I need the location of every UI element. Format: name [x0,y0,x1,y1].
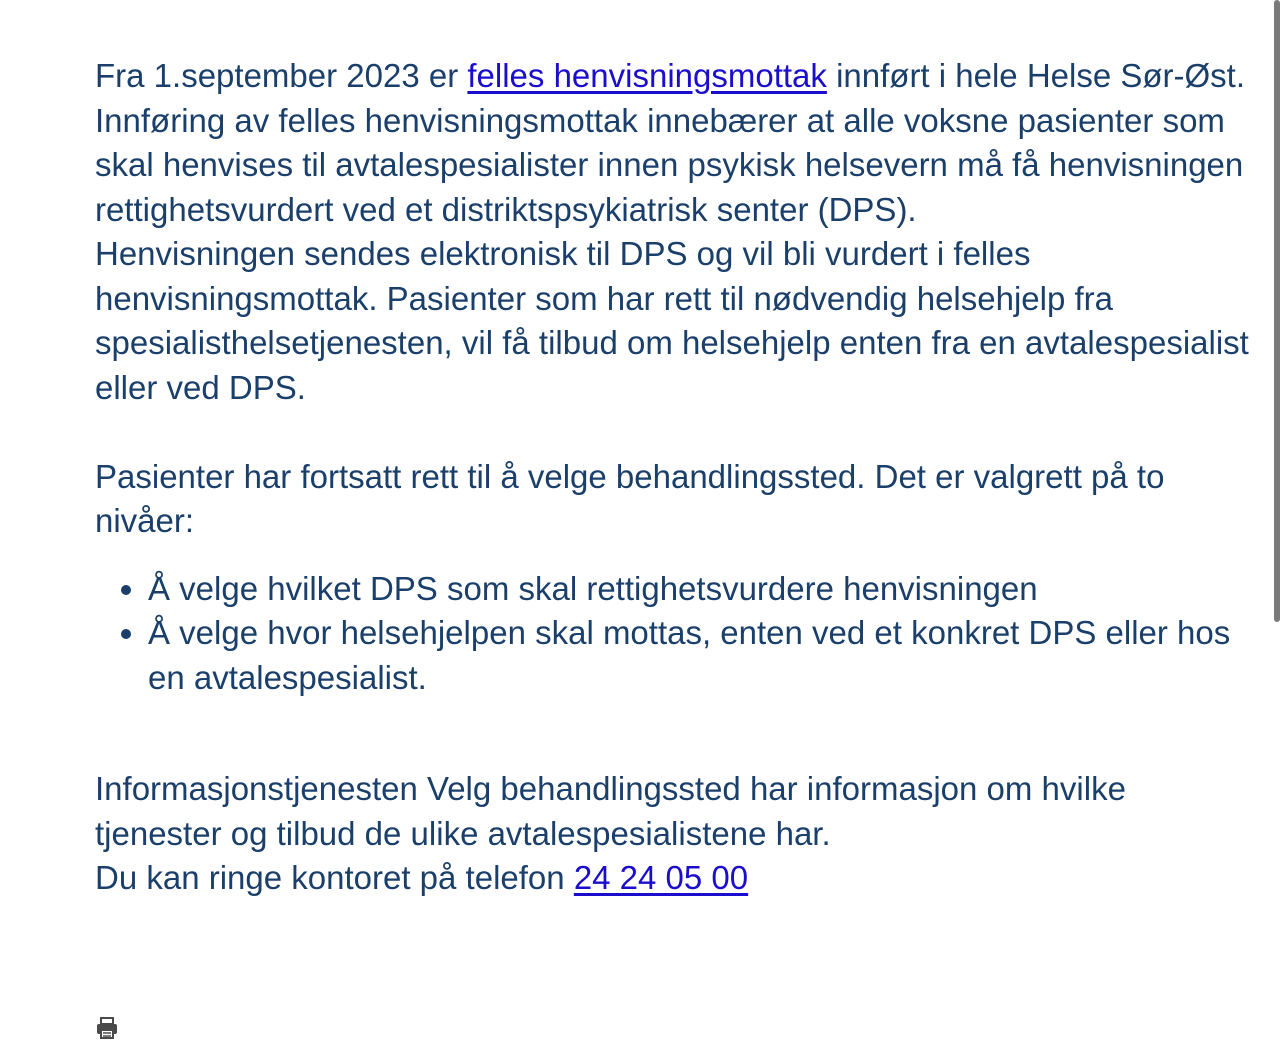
intro-text-after: innført i hele Helse Sør-Øst. [826,57,1246,94]
paragraph-innforing: Innføring av felles henvisningsmottak innebærer at alle voksne pasienter som skal henvises til avtalespesialister innen psykisk helsevern må få henvisningen rettighetsvurdert ved et distriktspsykiatrisk senter (DPS). [95,101,1244,228]
paragraph-gap [95,410,1260,455]
article-content [95,54,1260,901]
intro-text-before: Fra 1.september 2023 er [95,57,468,94]
phone-link[interactable]: 24 24 05 00 [573,859,749,896]
phone-paragraph [95,856,1260,901]
paragraph-valgrett: Pasienter har fortsatt rett til å velge behandlingssted. Det er valgrett på to nivåer: [95,457,1165,539]
intro-paragraph [95,54,1260,99]
paragraph-informasjonstjenesten: Informasjonstjenesten Velg behandlingssted har informasjon om hvilke tjenester og tilbud de ulike avtalespesialistene har. [95,770,1126,852]
felles-henvisningsmottak-link[interactable]: felles henvisningsmottak [467,57,827,94]
vertical-scrollbar[interactable] [1274,0,1280,622]
list-item: • Å velge hvilket DPS som skal rettighetsvurdere henvisningen [148,567,1260,612]
printer-icon[interactable] [95,1016,119,1040]
phone-text: Du kan ringe kontoret på telefon [95,859,574,896]
list-item: • Å velge hvor helsehjelpen skal mottas, enten ved et konkret DPS eller hos en avtalespesialist. [148,611,1260,700]
section-gap [95,700,1260,767]
paragraph-henvisningen: Henvisningen sendes elektronisk til DPS og vil bli vurdert i felles henvisningsmottak. Pasienter som har rett til nødvendig helsehjelp fra spesialisthelsetjenesten, vil få tilbud om helsehjelp enten fra en avtalespesialist eller ved DPS. [95,235,1249,406]
choices-list [95,567,1260,701]
